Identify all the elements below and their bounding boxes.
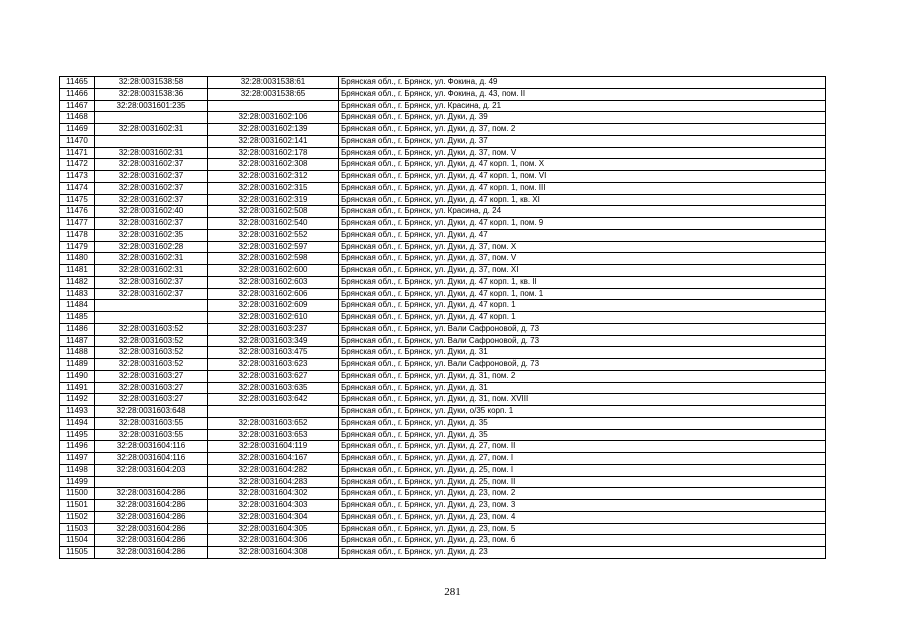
- address-cell: Брянская обл., г. Брянск, ул. Красина, д. 24: [339, 206, 826, 218]
- building-number-cell: 32:28:0031604:302: [208, 488, 339, 500]
- address-cell: Брянская обл., г. Брянск, ул. Фокина, д. 49: [339, 77, 826, 89]
- address-cell: Брянская обл., г. Брянск, ул. Дуки, д. 23, пом. 6: [339, 535, 826, 547]
- building-number-cell: 32:28:0031602:508: [208, 206, 339, 218]
- table-row: [60, 77, 826, 89]
- table-row: [60, 347, 826, 359]
- row-number-cell: 11487: [60, 335, 95, 347]
- parcel-number-cell: [95, 312, 208, 324]
- parcel-number-cell: 32:28:0031602:35: [95, 229, 208, 241]
- table-row: [60, 335, 826, 347]
- row-number-cell: 11488: [60, 347, 95, 359]
- row-number-cell: 11489: [60, 359, 95, 371]
- building-number-cell: 32:28:0031603:475: [208, 347, 339, 359]
- building-number-cell: 32:28:0031602:308: [208, 159, 339, 171]
- table-row: [60, 382, 826, 394]
- address-cell: Брянская обл., г. Брянск, ул. Дуки, д. 23, пом. 5: [339, 523, 826, 535]
- table-row: [60, 547, 826, 559]
- building-number-cell: 32:28:0031602:319: [208, 194, 339, 206]
- row-number-cell: 11475: [60, 194, 95, 206]
- parcel-number-cell: 32:28:0031601:235: [95, 100, 208, 112]
- address-cell: Брянская обл., г. Брянск, ул. Дуки, д. 47: [339, 229, 826, 241]
- row-number-cell: 11484: [60, 300, 95, 312]
- address-cell: Брянская обл., г. Брянск, ул. Дуки, д. 47 корп. 1, пом. 1: [339, 288, 826, 300]
- address-cell: Брянская обл., г. Брянск, ул. Дуки, д. 47 корп. 1: [339, 300, 826, 312]
- table-row: [60, 417, 826, 429]
- building-number-cell: 32:28:0031604:282: [208, 464, 339, 476]
- building-number-cell: 32:28:0031602:609: [208, 300, 339, 312]
- address-cell: Брянская обл., г. Брянск, ул. Дуки, д. 39: [339, 112, 826, 124]
- row-number-cell: 11501: [60, 500, 95, 512]
- row-number-cell: 11483: [60, 288, 95, 300]
- table-row: [60, 253, 826, 265]
- parcel-number-cell: 32:28:0031604:116: [95, 441, 208, 453]
- address-cell: Брянская обл., г. Брянск, ул. Дуки, д. 25, пом. II: [339, 476, 826, 488]
- table-row: [60, 476, 826, 488]
- row-number-cell: 11466: [60, 88, 95, 100]
- building-number-cell: 32:28:0031603:627: [208, 370, 339, 382]
- parcel-number-cell: 32:28:0031603:27: [95, 394, 208, 406]
- parcel-number-cell: 32:28:0031603:55: [95, 417, 208, 429]
- address-cell: Брянская обл., г. Брянск, ул. Дуки, д. 37: [339, 135, 826, 147]
- row-number-cell: 11480: [60, 253, 95, 265]
- table-row: [60, 323, 826, 335]
- address-cell: Брянская обл., г. Брянск, ул. Дуки, д. 47 корп. 1, кв. XI: [339, 194, 826, 206]
- building-number-cell: 32:28:0031603:652: [208, 417, 339, 429]
- address-cell: Брянская обл., г. Брянск, ул. Дуки, д. 31, пом. XVIII: [339, 394, 826, 406]
- row-number-cell: 11499: [60, 476, 95, 488]
- table-row: [60, 453, 826, 465]
- parcel-number-cell: 32:28:0031603:648: [95, 406, 208, 418]
- cadastral-table: [59, 76, 826, 559]
- building-number-cell: 32:28:0031604:305: [208, 523, 339, 535]
- address-cell: Брянская обл., г. Брянск, ул. Дуки, д. 23: [339, 547, 826, 559]
- building-number-cell: [208, 406, 339, 418]
- parcel-number-cell: 32:28:0031603:52: [95, 323, 208, 335]
- building-number-cell: 32:28:0031604:304: [208, 511, 339, 523]
- table-row: [60, 206, 826, 218]
- parcel-number-cell: 32:28:0031604:286: [95, 511, 208, 523]
- address-cell: Брянская обл., г. Брянск, ул. Дуки, о/35 корп. 1: [339, 406, 826, 418]
- parcel-number-cell: 32:28:0031603:52: [95, 335, 208, 347]
- row-number-cell: 11490: [60, 370, 95, 382]
- table-row: [60, 124, 826, 136]
- row-number-cell: 11476: [60, 206, 95, 218]
- building-number-cell: 32:28:0031603:653: [208, 429, 339, 441]
- building-number-cell: 32:28:0031602:603: [208, 276, 339, 288]
- parcel-number-cell: 32:28:0031538:58: [95, 77, 208, 89]
- parcel-number-cell: 32:28:0031602:37: [95, 182, 208, 194]
- parcel-number-cell: 32:28:0031604:286: [95, 523, 208, 535]
- parcel-number-cell: 32:28:0031604:286: [95, 500, 208, 512]
- row-number-cell: 11471: [60, 147, 95, 159]
- table-row: [60, 218, 826, 230]
- parcel-number-cell: 32:28:0031604:286: [95, 535, 208, 547]
- parcel-number-cell: [95, 476, 208, 488]
- parcel-number-cell: 32:28:0031603:27: [95, 370, 208, 382]
- table-row: [60, 394, 826, 406]
- address-cell: Брянская обл., г. Брянск, ул. Дуки, д. 47 корп. 1, пом. 9: [339, 218, 826, 230]
- parcel-number-cell: 32:28:0031603:27: [95, 382, 208, 394]
- parcel-number-cell: 32:28:0031602:37: [95, 194, 208, 206]
- building-number-cell: 32:28:0031602:106: [208, 112, 339, 124]
- parcel-number-cell: 32:28:0031602:37: [95, 159, 208, 171]
- row-number-cell: 11470: [60, 135, 95, 147]
- row-number-cell: 11493: [60, 406, 95, 418]
- building-number-cell: 32:28:0031603:635: [208, 382, 339, 394]
- parcel-number-cell: 32:28:0031602:37: [95, 218, 208, 230]
- row-number-cell: 11479: [60, 241, 95, 253]
- building-number-cell: 32:28:0031604:283: [208, 476, 339, 488]
- building-number-cell: 32:28:0031604:308: [208, 547, 339, 559]
- building-number-cell: 32:28:0031603:349: [208, 335, 339, 347]
- address-cell: Брянская обл., г. Брянск, ул. Дуки, д. 47 корп. 1, кв. II: [339, 276, 826, 288]
- row-number-cell: 11477: [60, 218, 95, 230]
- row-number-cell: 11495: [60, 429, 95, 441]
- row-number-cell: 11478: [60, 229, 95, 241]
- address-cell: Брянская обл., г. Брянск, ул. Дуки, д. 37, пом. 2: [339, 124, 826, 136]
- address-cell: Брянская обл., г. Брянск, ул. Дуки, д. 37, пом. XI: [339, 265, 826, 277]
- address-cell: Брянская обл., г. Брянск, ул. Фокина, д. 43, пом. II: [339, 88, 826, 100]
- parcel-number-cell: [95, 112, 208, 124]
- table-row: [60, 288, 826, 300]
- address-cell: Брянская обл., г. Брянск, ул. Дуки, д. 31, пом. 2: [339, 370, 826, 382]
- parcel-number-cell: 32:28:0031603:52: [95, 347, 208, 359]
- building-number-cell: 32:28:0031602:552: [208, 229, 339, 241]
- table-row: [60, 441, 826, 453]
- building-number-cell: 32:28:0031602:540: [208, 218, 339, 230]
- parcel-number-cell: 32:28:0031603:55: [95, 429, 208, 441]
- address-cell: Брянская обл., г. Брянск, ул. Дуки, д. 35: [339, 429, 826, 441]
- row-number-cell: 11503: [60, 523, 95, 535]
- building-number-cell: 32:28:0031602:610: [208, 312, 339, 324]
- building-number-cell: 32:28:0031603:642: [208, 394, 339, 406]
- row-number-cell: 11465: [60, 77, 95, 89]
- address-cell: Брянская обл., г. Брянск, ул. Дуки, д. 31: [339, 382, 826, 394]
- row-number-cell: 11485: [60, 312, 95, 324]
- row-number-cell: 11496: [60, 441, 95, 453]
- building-number-cell: 32:28:0031602:312: [208, 171, 339, 183]
- address-cell: Брянская обл., г. Брянск, ул. Дуки, д. 47 корп. 1, пом. VI: [339, 171, 826, 183]
- table-row: [60, 88, 826, 100]
- table-row: [60, 194, 826, 206]
- table-row: [60, 159, 826, 171]
- building-number-cell: [208, 100, 339, 112]
- parcel-number-cell: 32:28:0031603:52: [95, 359, 208, 371]
- parcel-number-cell: 32:28:0031604:116: [95, 453, 208, 465]
- table-row: [60, 135, 826, 147]
- table-row: [60, 265, 826, 277]
- address-cell: Брянская обл., г. Брянск, ул. Красина, д. 21: [339, 100, 826, 112]
- table-row: [60, 359, 826, 371]
- address-cell: Брянская обл., г. Брянск, ул. Вали Сафроновой, д. 73: [339, 323, 826, 335]
- table-row: [60, 182, 826, 194]
- building-number-cell: 32:28:0031602:141: [208, 135, 339, 147]
- building-number-cell: 32:28:0031604:167: [208, 453, 339, 465]
- building-number-cell: 32:28:0031602:598: [208, 253, 339, 265]
- parcel-number-cell: 32:28:0031604:203: [95, 464, 208, 476]
- parcel-number-cell: 32:28:0031602:31: [95, 253, 208, 265]
- parcel-number-cell: 32:28:0031602:37: [95, 276, 208, 288]
- parcel-number-cell: [95, 300, 208, 312]
- table-row: [60, 523, 826, 535]
- row-number-cell: 11498: [60, 464, 95, 476]
- building-number-cell: 32:28:0031602:315: [208, 182, 339, 194]
- table-row: [60, 488, 826, 500]
- address-cell: Брянская обл., г. Брянск, ул. Дуки, д. 37, пом. X: [339, 241, 826, 253]
- address-cell: Брянская обл., г. Брянск, ул. Дуки, д. 47 корп. 1, пом. X: [339, 159, 826, 171]
- building-number-cell: 32:28:0031538:65: [208, 88, 339, 100]
- parcel-number-cell: 32:28:0031604:286: [95, 488, 208, 500]
- parcel-number-cell: 32:28:0031604:286: [95, 547, 208, 559]
- parcel-number-cell: 32:28:0031602:31: [95, 124, 208, 136]
- row-number-cell: 11481: [60, 265, 95, 277]
- row-number-cell: 11486: [60, 323, 95, 335]
- table-row: [60, 100, 826, 112]
- table-row: [60, 429, 826, 441]
- building-number-cell: 32:28:0031602:139: [208, 124, 339, 136]
- building-number-cell: 32:28:0031602:600: [208, 265, 339, 277]
- table-row: [60, 312, 826, 324]
- table-row: [60, 112, 826, 124]
- table-row: [60, 276, 826, 288]
- parcel-number-cell: 32:28:0031602:28: [95, 241, 208, 253]
- parcel-number-cell: 32:28:0031538:36: [95, 88, 208, 100]
- building-number-cell: 32:28:0031602:606: [208, 288, 339, 300]
- table-row: [60, 535, 826, 547]
- parcel-number-cell: [95, 135, 208, 147]
- building-number-cell: 32:28:0031602:178: [208, 147, 339, 159]
- row-number-cell: 11473: [60, 171, 95, 183]
- row-number-cell: 11467: [60, 100, 95, 112]
- row-number-cell: 11504: [60, 535, 95, 547]
- address-cell: Брянская обл., г. Брянск, ул. Дуки, д. 25, пом. I: [339, 464, 826, 476]
- table-row: [60, 300, 826, 312]
- parcel-number-cell: 32:28:0031602:37: [95, 288, 208, 300]
- row-number-cell: 11492: [60, 394, 95, 406]
- building-number-cell: 32:28:0031604:306: [208, 535, 339, 547]
- building-number-cell: 32:28:0031604:119: [208, 441, 339, 453]
- row-number-cell: 11494: [60, 417, 95, 429]
- table-row: [60, 370, 826, 382]
- building-number-cell: 32:28:0031538:61: [208, 77, 339, 89]
- table-row: [60, 229, 826, 241]
- address-cell: Брянская обл., г. Брянск, ул. Дуки, д. 23, пом. 2: [339, 488, 826, 500]
- building-number-cell: 32:28:0031603:237: [208, 323, 339, 335]
- row-number-cell: 11497: [60, 453, 95, 465]
- building-number-cell: 32:28:0031604:303: [208, 500, 339, 512]
- row-number-cell: 11472: [60, 159, 95, 171]
- row-number-cell: 11502: [60, 511, 95, 523]
- address-cell: Брянская обл., г. Брянск, ул. Дуки, д. 35: [339, 417, 826, 429]
- row-number-cell: 11500: [60, 488, 95, 500]
- building-number-cell: 32:28:0031603:623: [208, 359, 339, 371]
- table-row: [60, 406, 826, 418]
- address-cell: Брянская обл., г. Брянск, ул. Дуки, д. 37, пом. V: [339, 253, 826, 265]
- parcel-number-cell: 32:28:0031602:31: [95, 265, 208, 277]
- address-cell: Брянская обл., г. Брянск, ул. Вали Сафроновой, д. 73: [339, 335, 826, 347]
- building-number-cell: 32:28:0031602:597: [208, 241, 339, 253]
- table-row: [60, 500, 826, 512]
- row-number-cell: 11474: [60, 182, 95, 194]
- address-cell: Брянская обл., г. Брянск, ул. Вали Сафроновой, д. 73: [339, 359, 826, 371]
- address-cell: Брянская обл., г. Брянск, ул. Дуки, д. 23, пом. 4: [339, 511, 826, 523]
- row-number-cell: 11482: [60, 276, 95, 288]
- address-cell: Брянская обл., г. Брянск, ул. Дуки, д. 37, пом. V: [339, 147, 826, 159]
- page-number: 281: [444, 586, 461, 598]
- parcel-number-cell: 32:28:0031602:40: [95, 206, 208, 218]
- table-row: [60, 147, 826, 159]
- address-cell: Брянская обл., г. Брянск, ул. Дуки, д. 47 корп. 1: [339, 312, 826, 324]
- row-number-cell: 11491: [60, 382, 95, 394]
- table-row: [60, 464, 826, 476]
- address-cell: Брянская обл., г. Брянск, ул. Дуки, д. 23, пом. 3: [339, 500, 826, 512]
- address-cell: Брянская обл., г. Брянск, ул. Дуки, д. 27, пом. II: [339, 441, 826, 453]
- table-row: [60, 241, 826, 253]
- row-number-cell: 11468: [60, 112, 95, 124]
- table-row: [60, 511, 826, 523]
- address-cell: Брянская обл., г. Брянск, ул. Дуки, д. 27, пом. I: [339, 453, 826, 465]
- table-body: [60, 77, 826, 559]
- parcel-number-cell: 32:28:0031602:37: [95, 171, 208, 183]
- row-number-cell: 11505: [60, 547, 95, 559]
- table-row: [60, 171, 826, 183]
- row-number-cell: 11469: [60, 124, 95, 136]
- address-cell: Брянская обл., г. Брянск, ул. Дуки, д. 47 корп. 1, пом. III: [339, 182, 826, 194]
- address-cell: Брянская обл., г. Брянск, ул. Дуки, д. 31: [339, 347, 826, 359]
- parcel-number-cell: 32:28:0031602:31: [95, 147, 208, 159]
